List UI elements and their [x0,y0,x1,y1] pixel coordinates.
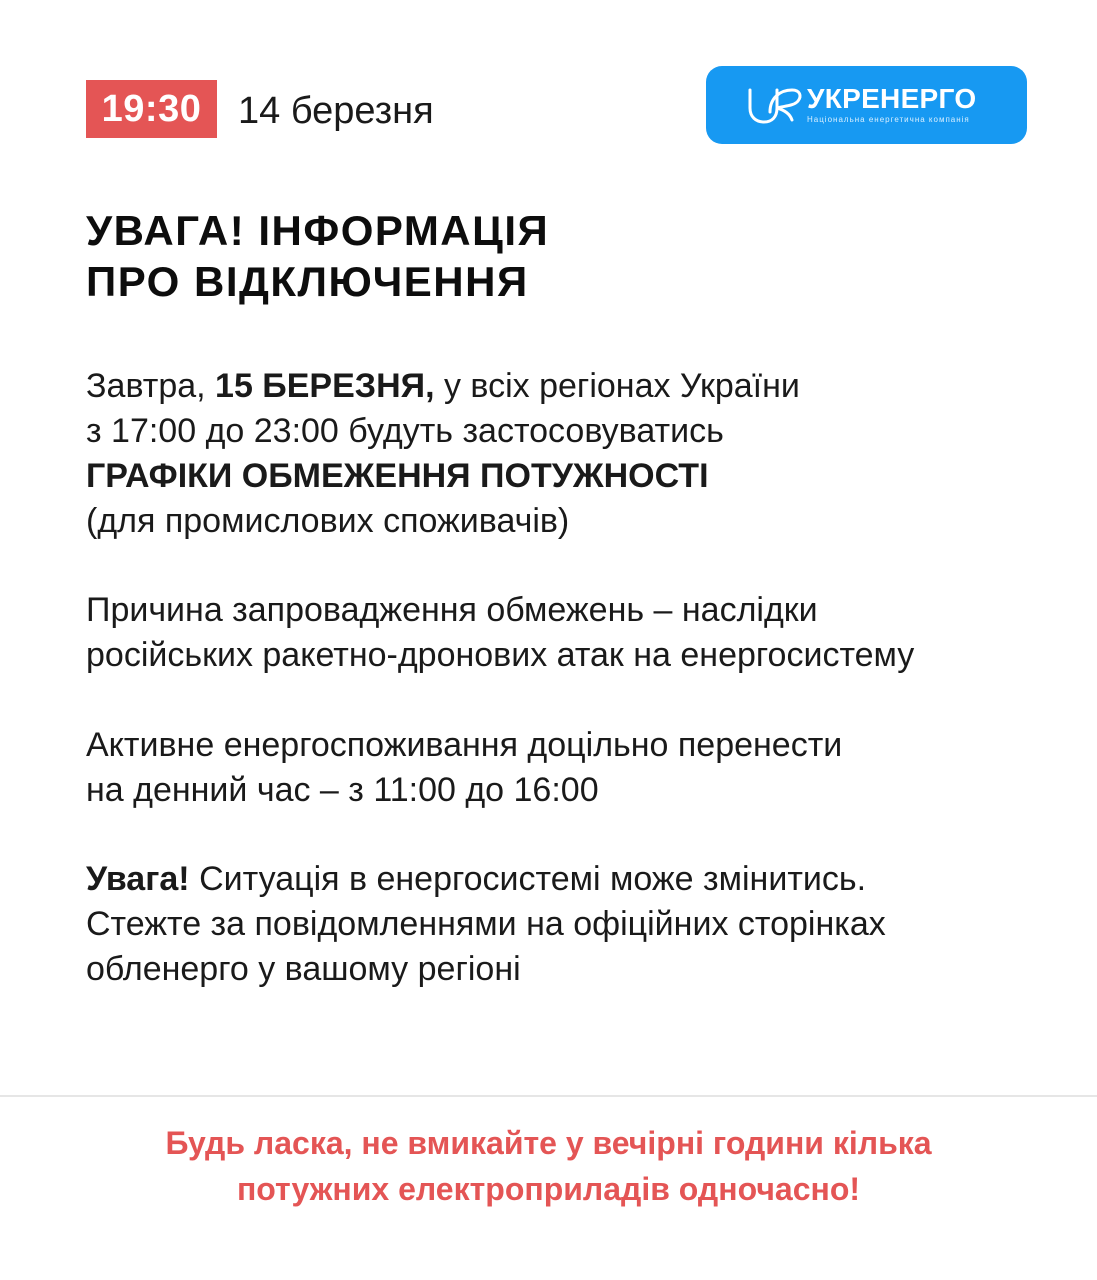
warning-lead: Увага! [86,860,190,898]
footer-note [0,1120,1097,1212]
date-label: 14 березня [238,90,434,132]
schedule-paragraph [86,364,800,544]
footer-line-2: потужних електроприладів одночасно! [236,1171,861,1207]
warning-tail: Ситуація в енергосистемі може змінитись. [189,860,867,898]
ukrenergo-logo-icon [746,84,804,126]
schedule-line-1 [86,364,800,409]
reason-line-2: російських ракетно-дронових атак на енергосистему [86,636,915,674]
reason-line-1: Причина запровадження обмежень – наслідки [86,591,818,629]
reason-paragraph [86,588,914,678]
logo-name: УКРЕНЕРГО [807,83,977,114]
warning-line-1 [86,857,886,902]
schedule-line-4: (для промислових споживачів) [86,502,570,540]
logo-subtitle: Національна енергетична компанія [807,115,970,124]
advice-paragraph [86,723,842,813]
advice-line-1: Активне енергоспоживання доцільно перенести [86,726,843,764]
warning-paragraph [86,857,886,992]
warning-line-3: обленерго у вашому регіоні [86,950,521,988]
warning-line-2: Стежте за повідомленнями на офіційних сторінках [86,905,886,943]
page-title [86,205,549,307]
time-badge: 19:30 [86,80,217,138]
schedule-lead: Завтра, [86,367,216,405]
schedule-tail: у всіх регіонах України [434,367,800,405]
footer-line-1: Будь ласка, не вмикайте у вечірні години кілька [165,1125,932,1161]
schedule-line-3: ГРАФІКИ ОБМЕЖЕННЯ ПОТУЖНОСТІ [86,457,709,495]
ukrenergo-logo [706,66,1027,144]
footer-divider [0,1095,1097,1097]
schedule-date: 15 БЕРЕЗНЯ, [215,367,435,405]
schedule-line-2: з 17:00 до 23:00 будуть застосовуватись [86,412,724,450]
title-line-2: ПРО ВІДКЛЮЧЕННЯ [86,258,529,305]
title-line-1: УВАГА! ІНФОРМАЦІЯ [86,207,550,254]
advice-line-2: на денний час – з 11:00 до 16:00 [86,771,599,809]
